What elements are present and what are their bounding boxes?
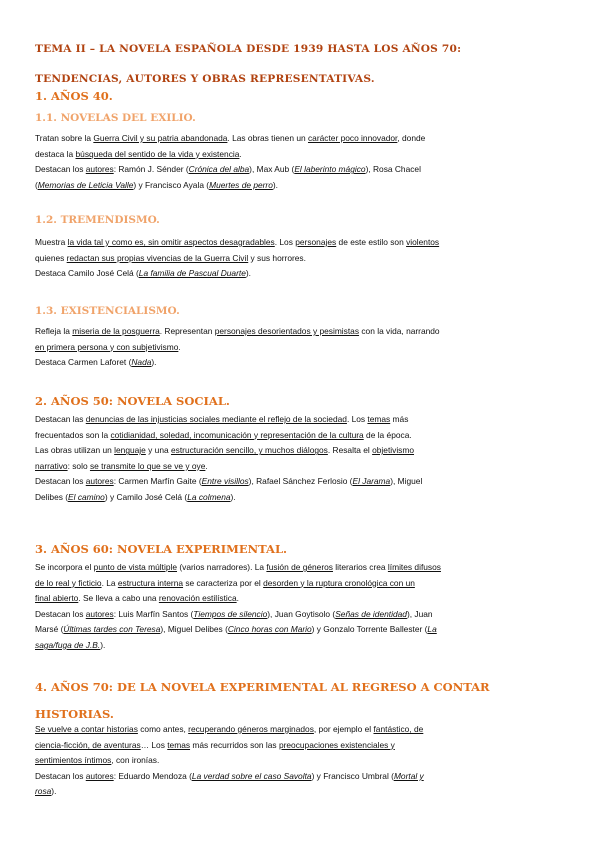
underlined-phrase: carácter poco innovador bbox=[307, 133, 398, 143]
work-title: Entre visillos bbox=[201, 476, 249, 487]
text-run: ). bbox=[272, 179, 279, 190]
text-run: como antes, bbox=[137, 724, 189, 734]
text-run: ) y Camilo José Celá ( bbox=[104, 491, 188, 502]
underlined-phrase: miseria de la posguerra bbox=[72, 326, 160, 336]
underlined-phrase: lenguaje bbox=[114, 445, 146, 456]
text-run: ) y Francisco Umbral ( bbox=[311, 770, 394, 781]
work-title: Nada bbox=[131, 357, 152, 368]
text-run: ) y Francisco Ayala ( bbox=[133, 179, 210, 190]
paragraph bbox=[35, 607, 565, 654]
text-run: . Las obras tienen un bbox=[227, 133, 308, 143]
text-run: . bbox=[178, 341, 181, 352]
underlined-phrase: de lo real y ficticio bbox=[35, 577, 102, 588]
paragraph bbox=[35, 266, 565, 282]
underlined-phrase: recuperando géneros marginados bbox=[188, 724, 314, 734]
text-run: ). bbox=[151, 357, 157, 368]
text-run: Muestra bbox=[35, 237, 68, 247]
text-run: , por ejemplo el bbox=[313, 724, 374, 734]
subsection-1-2-heading: 1.2. TREMENDISMO. bbox=[35, 214, 160, 226]
section-2-body bbox=[35, 412, 565, 506]
section-3-heading: 3. AÑOS 60: NOVELA EXPERIMENTAL. bbox=[35, 542, 288, 556]
text-run: . bbox=[236, 593, 239, 604]
subsection-1-2-body bbox=[35, 235, 565, 282]
underlined-phrase: Guerra Civil y su patria abandonada bbox=[93, 133, 228, 143]
text-run: Las obras utilizan un bbox=[35, 445, 115, 456]
underlined-phrase: fusión de géneros bbox=[266, 562, 333, 572]
text-run: más bbox=[390, 414, 409, 424]
text-run: ), Juan Goytisolo ( bbox=[267, 608, 336, 619]
work-title: Memorias de Leticia Valle bbox=[37, 179, 134, 190]
text-run: ), Max Aub ( bbox=[249, 164, 295, 175]
work-title: El Jarama bbox=[352, 476, 391, 487]
text-run: Destacan las bbox=[35, 414, 86, 424]
text-run: . Los bbox=[274, 237, 296, 247]
section-3-body bbox=[35, 560, 565, 654]
text-run: ), Miguel Delibes ( bbox=[160, 624, 228, 635]
paragraph bbox=[35, 722, 565, 769]
section-2-heading: 2. AÑOS 50: NOVELA SOCIAL. bbox=[35, 394, 230, 408]
text-run: . La bbox=[101, 577, 118, 588]
subsection-1-3-heading: 1.3. EXISTENCIALISMO. bbox=[35, 305, 180, 317]
text-run: ), Juan bbox=[406, 608, 433, 619]
paragraph bbox=[35, 324, 565, 355]
paragraph bbox=[35, 474, 565, 505]
underlined-phrase: estructura interna bbox=[117, 577, 184, 588]
underlined-phrase: la vida tal y como es, sin omitir aspectos desagradables bbox=[67, 237, 275, 247]
underlined-phrase: autores bbox=[85, 770, 114, 781]
text-run: Destacan los bbox=[35, 608, 86, 619]
work-title: Tiempos de silencio bbox=[193, 608, 268, 619]
underlined-phrase: Se vuelve a contar historias bbox=[35, 724, 138, 734]
paragraph bbox=[35, 769, 565, 800]
underlined-phrase: denuncias de las injusticias sociales mediante el reflejo de la sociedad bbox=[85, 414, 347, 424]
text-run: : Carmen Marfín Gaite ( bbox=[113, 476, 202, 487]
text-run: Se incorpora el bbox=[35, 562, 94, 572]
text-run: ), Miguel bbox=[390, 476, 423, 487]
paragraph bbox=[35, 560, 565, 607]
underlined-phrase: autores bbox=[85, 476, 114, 487]
text-run: ), Rosa Chacel bbox=[365, 164, 421, 175]
underlined-phrase: sentimientos íntimos bbox=[35, 755, 112, 766]
underlined-phrase: preocupaciones existenciales y bbox=[278, 739, 395, 750]
text-run: : solo bbox=[67, 460, 90, 471]
underlined-phrase: renovación estilística bbox=[158, 593, 237, 604]
work-title: La colmena bbox=[187, 491, 231, 502]
work-title: El camino bbox=[68, 491, 105, 502]
underlined-phrase: objetivismo bbox=[372, 445, 415, 456]
section-4-body bbox=[35, 722, 565, 800]
underlined-phrase: temas bbox=[167, 739, 191, 750]
text-run: frecuentados son la bbox=[35, 429, 111, 440]
underlined-phrase: personajes bbox=[295, 237, 337, 247]
text-run: ). bbox=[100, 639, 106, 650]
text-run: de la época. bbox=[363, 429, 412, 440]
underlined-phrase: límites difusos bbox=[387, 562, 441, 572]
work-title: Muertes de perro bbox=[209, 179, 273, 190]
text-run: . bbox=[205, 460, 208, 471]
work-title: Crónica del alba bbox=[188, 164, 250, 175]
text-run: Delibes ( bbox=[35, 491, 69, 502]
text-run: Destacan los bbox=[35, 770, 86, 781]
text-run: : Eduardo Mendoza ( bbox=[113, 770, 192, 781]
text-run: Refleja la bbox=[35, 326, 73, 336]
subsection-1-1-heading: 1.1. NOVELAS DEL EXILIO. bbox=[35, 112, 196, 124]
text-run: . Resalta el bbox=[327, 445, 373, 456]
text-run: ). bbox=[230, 491, 236, 502]
subsection-1-1-body bbox=[35, 131, 565, 193]
work-title: La bbox=[427, 624, 437, 635]
section-1-heading: 1. AÑOS 40. bbox=[35, 89, 113, 103]
work-title: Mortal y bbox=[393, 770, 424, 781]
text-run: Tratan sobre la bbox=[35, 133, 94, 143]
underlined-phrase: cotidianidad, soledad, incomunicación y representación de la cultura bbox=[110, 429, 364, 440]
text-run: quienes bbox=[35, 252, 67, 263]
work-title: rosa bbox=[35, 786, 52, 797]
underlined-phrase: ciencia-ficción, de aventuras bbox=[35, 739, 141, 750]
underlined-phrase: final abierto bbox=[35, 593, 79, 604]
underlined-phrase: desorden y la ruptura cronológica con un bbox=[263, 577, 415, 588]
text-run: . Se lleva a cabo una bbox=[78, 593, 159, 604]
text-run: literarios crea bbox=[332, 562, 388, 572]
text-run: : Luis Marfín Santos ( bbox=[113, 608, 194, 619]
work-title: saga/fuga de J.B. bbox=[35, 639, 101, 650]
text-run: … Los bbox=[140, 739, 168, 750]
work-title: La verdad sobre el caso Savolta bbox=[191, 770, 312, 781]
text-run: y sus horrores. bbox=[248, 252, 306, 263]
text-run: , con ironías. bbox=[111, 755, 160, 766]
text-run: , donde bbox=[397, 133, 426, 143]
text-run: ( bbox=[35, 179, 38, 190]
work-title: Últimas tardes con Teresa bbox=[63, 624, 161, 635]
paragraph bbox=[35, 235, 565, 266]
title-line-2: TENDENCIAS, AUTORES Y OBRAS REPRESENTATIVAS. bbox=[35, 73, 375, 85]
text-run: y una bbox=[145, 445, 171, 456]
work-title: El laberinto mágico bbox=[294, 164, 366, 175]
underlined-phrase: violentos bbox=[406, 237, 440, 247]
underlined-phrase: punto de vista múltiple bbox=[93, 562, 178, 572]
text-run: se caracteriza por el bbox=[183, 577, 264, 588]
text-run: ). bbox=[51, 786, 57, 797]
subsection-1-3-body bbox=[35, 324, 565, 371]
text-run: Destaca Camilo José Celá ( bbox=[35, 268, 139, 279]
paragraph bbox=[35, 355, 565, 371]
text-run: . Los bbox=[346, 414, 368, 424]
text-run: Destacan los bbox=[35, 164, 86, 175]
underlined-phrase: se transmite lo que se ve y oye bbox=[89, 460, 206, 471]
work-title: Cinco horas con Mario bbox=[227, 624, 312, 635]
paragraph bbox=[35, 412, 565, 474]
text-run: ) y Gonzalo Torrente Ballester ( bbox=[311, 624, 428, 635]
underlined-phrase: en primera persona y con subjetivismo bbox=[35, 341, 179, 352]
text-run: destaca la bbox=[35, 148, 76, 159]
underlined-phrase: autores bbox=[85, 164, 114, 175]
title-line-1: TEMA II – LA NOVELA ESPAÑOLA DESDE 1939 HASTA LOS AÑOS 70: bbox=[35, 43, 462, 55]
text-run: Destaca Carmen Laforet ( bbox=[35, 357, 132, 368]
underlined-phrase: autores bbox=[85, 608, 114, 619]
text-run: : Ramón J. Sénder ( bbox=[113, 164, 189, 175]
text-run: ), Rafael Sánchez Ferlosio ( bbox=[248, 476, 353, 487]
underlined-phrase: redactan sus propias vivencias de la Guerra Civil bbox=[66, 252, 249, 263]
text-run: ). bbox=[245, 268, 251, 279]
text-run: Destacan los bbox=[35, 476, 86, 487]
text-run: Marsé ( bbox=[35, 624, 64, 635]
section-4-heading: 4. AÑOS 70: DE LA NOVELA EXPERIMENTAL AL REGRESO A CONTAR HISTORIAS. bbox=[35, 680, 490, 721]
text-run: de este estilo son bbox=[336, 237, 407, 247]
text-run: . bbox=[239, 148, 242, 159]
paragraph bbox=[35, 162, 565, 193]
underlined-phrase: temas bbox=[367, 414, 391, 424]
underlined-phrase: búsqueda del sentido de la vida y existencia bbox=[75, 148, 240, 159]
underlined-phrase: personajes desorientados y pesimistas bbox=[214, 326, 360, 336]
text-run: . Representan bbox=[159, 326, 215, 336]
text-run: (varios narradores). La bbox=[177, 562, 267, 572]
text-run: más recurridos son las bbox=[190, 739, 279, 750]
document-title bbox=[35, 34, 565, 94]
work-title: La familia de Pascual Duarte bbox=[138, 268, 246, 279]
paragraph bbox=[35, 131, 565, 162]
underlined-phrase: narrativo bbox=[35, 460, 68, 471]
text-run: con la vida, narrando bbox=[359, 326, 440, 336]
work-title: Señas de identidad bbox=[335, 608, 407, 619]
underlined-phrase: fantástico, de bbox=[373, 724, 424, 734]
underlined-phrase: estructuración sencillo, y muchos diálogos bbox=[170, 445, 328, 456]
